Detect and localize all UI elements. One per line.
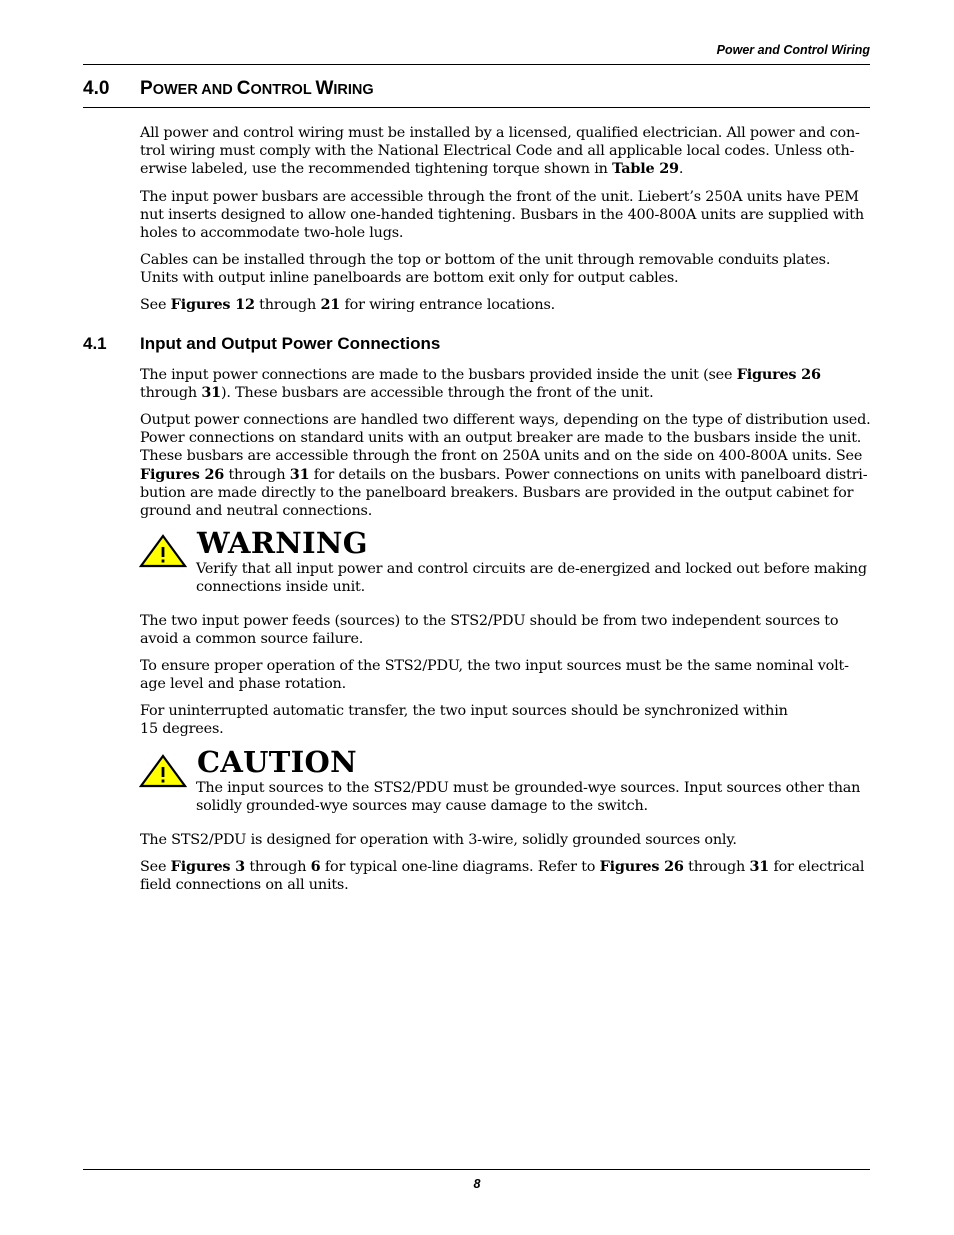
text-line xyxy=(140,466,870,484)
text-run: through xyxy=(244,859,311,875)
paragraph xyxy=(140,296,870,314)
text-line xyxy=(140,296,870,314)
section-title-part: ONTROL xyxy=(250,82,316,98)
text-line xyxy=(140,366,870,384)
text-line xyxy=(140,858,870,876)
bold-reference: Figures 26 xyxy=(599,858,684,875)
subsection-heading xyxy=(83,334,440,354)
running-header: Power and Control Wiring xyxy=(716,43,870,57)
text-line xyxy=(140,124,870,142)
bold-reference: Figures 12 xyxy=(170,296,255,313)
text-line xyxy=(140,188,870,206)
bold-reference: 21 xyxy=(320,296,341,313)
warning-title: WARNING xyxy=(197,526,368,560)
paragraph xyxy=(140,702,870,738)
paragraph xyxy=(140,188,870,243)
paragraph xyxy=(140,831,870,849)
text-run: bution are made directly to the panelboard breakers. Busbars are provided in the output cabinet for xyxy=(140,484,854,501)
text-line xyxy=(140,269,870,287)
text-run: for typical one-line diagrams. Refer to xyxy=(320,859,600,875)
section-title-part: IRING xyxy=(333,82,374,98)
text-run: The two input power feeds (sources) to the STS2/PDU should be from two independent sources to xyxy=(140,613,839,629)
paragraph xyxy=(140,124,870,179)
paragraph xyxy=(140,251,870,287)
text-run: through xyxy=(224,466,290,483)
text-run: through xyxy=(254,297,321,313)
section-title-part: OWER AND xyxy=(152,82,237,98)
text-run: The input power busbars are accessible through the front of the unit. Liebert’s 250A units have PEM xyxy=(140,189,859,205)
page-number: 8 xyxy=(473,1177,481,1191)
text-run: The input power connections are made to the busbars provided inside the unit (see xyxy=(140,367,737,383)
text-run: Output power connections are handled two different ways, depending on the type of distribution used. xyxy=(140,412,871,428)
text-run: . xyxy=(678,161,684,178)
text-run: solidly grounded-wye sources may cause damage to the switch. xyxy=(196,798,648,815)
text-run: For uninterrupted automatic transfer, the two input sources should be synchronized within xyxy=(140,703,788,719)
section-title xyxy=(140,78,374,99)
bold-reference: 31 xyxy=(749,858,770,875)
text-run: See xyxy=(140,859,171,875)
text-run: 15 degrees. xyxy=(140,721,224,738)
subsection-title: Input and Output Power Connections xyxy=(140,334,441,353)
text-run: for electrical xyxy=(769,859,865,875)
bold-reference: Figures 26 xyxy=(736,366,821,383)
text-line xyxy=(140,251,870,269)
text-run: field connections on all units. xyxy=(140,877,349,894)
text-run: holes to accommodate two-hole lugs. xyxy=(140,225,404,242)
text-run: Power connections on standard units with an output breaker are made to the busbars inside the unit. xyxy=(140,430,862,447)
text-line xyxy=(140,675,870,693)
section-title-part: W xyxy=(315,78,334,99)
footer-rule xyxy=(83,1169,870,1170)
section-title-part: P xyxy=(140,78,153,99)
text-line xyxy=(140,484,870,502)
section-rule xyxy=(83,107,870,108)
header-rule xyxy=(83,64,870,65)
section-number: 4.0 xyxy=(83,78,110,99)
bold-reference: Figures 3 xyxy=(170,858,245,875)
text-run: age level and phase rotation. xyxy=(140,676,346,693)
text-line xyxy=(196,779,870,797)
text-line xyxy=(140,612,870,630)
text-line xyxy=(140,702,870,720)
text-line xyxy=(140,429,870,447)
bold-reference: 31 xyxy=(289,465,310,483)
text-run: All power and control wiring must be installed by a licensed, qualified electrician. All power and con- xyxy=(140,125,860,141)
text-run: for wiring entrance locations. xyxy=(340,297,556,313)
text-run: connections inside unit. xyxy=(196,579,365,596)
text-run: ). These busbars are accessible through the front of the unit. xyxy=(220,385,654,402)
text-line xyxy=(140,657,870,675)
text-run: for details on the busbars. Power connections on units with panelboard distri- xyxy=(309,466,868,483)
text-run: Verify that all input power and control circuits are de-energized and locked out before making xyxy=(196,561,867,577)
text-run: Units with output inline panelboards are bottom exit only for output cables. xyxy=(140,270,679,287)
text-line xyxy=(196,560,870,578)
text-line xyxy=(140,630,870,648)
caution-title: CAUTION xyxy=(197,745,357,779)
text-run: trol wiring must comply with the National Electrical Code and all applicable local codes. Unless oth- xyxy=(140,143,855,160)
text-run: Cables can be installed through the top or bottom of the unit through removable conduits plates. xyxy=(140,252,831,268)
bold-reference: Table 29 xyxy=(612,160,679,178)
paragraph xyxy=(140,411,870,520)
text-run: See xyxy=(140,297,171,313)
bold-reference: Figures 26 xyxy=(140,465,225,483)
text-line xyxy=(140,224,870,242)
subsection-number: 4.1 xyxy=(83,334,107,353)
text-run: avoid a common source failure. xyxy=(140,631,364,648)
text-line xyxy=(140,502,870,520)
text-line xyxy=(140,720,870,738)
text-line xyxy=(140,411,870,429)
text-run: nut inserts designed to allow one-handed tightening. Busbars in the 400-800A units are supplied with xyxy=(140,207,864,224)
text-line xyxy=(140,142,870,160)
text-line xyxy=(196,578,870,596)
text-line xyxy=(140,447,870,465)
warning-triangle-icon xyxy=(139,534,187,568)
bold-reference: 6 xyxy=(310,858,321,875)
bold-reference: 31 xyxy=(201,384,221,402)
text-run: ground and neutral connections. xyxy=(140,503,373,520)
text-run: To ensure proper operation of the STS2/PDU, the two input sources must be the same nominal volt- xyxy=(140,658,849,674)
text-line xyxy=(196,797,870,815)
text-run: The input sources to the STS2/PDU must be grounded-wye sources. Input sources other than xyxy=(196,780,861,796)
paragraph xyxy=(140,612,870,648)
text-run: erwise labeled, use the recommended tightening torque shown in xyxy=(140,161,613,178)
paragraph xyxy=(140,366,870,402)
caution-triangle-icon xyxy=(139,754,187,788)
text-run: through xyxy=(683,859,750,875)
text-run: through xyxy=(140,385,202,402)
text-line xyxy=(140,160,870,178)
text-run: The STS2/PDU is designed for operation with 3-wire, solidly grounded sources only. xyxy=(140,832,737,848)
paragraph xyxy=(140,858,870,894)
section-title-part: C xyxy=(236,78,251,99)
text-line xyxy=(140,206,870,224)
caution-text xyxy=(196,779,870,815)
text-line xyxy=(140,384,870,402)
section-heading xyxy=(83,78,374,100)
text-run: These busbars are accessible through the front on 250A units and on the side on 400-800A units. See xyxy=(140,448,863,465)
text-line xyxy=(140,831,870,849)
paragraph xyxy=(140,657,870,693)
warning-text xyxy=(196,560,870,596)
text-line xyxy=(140,876,870,894)
